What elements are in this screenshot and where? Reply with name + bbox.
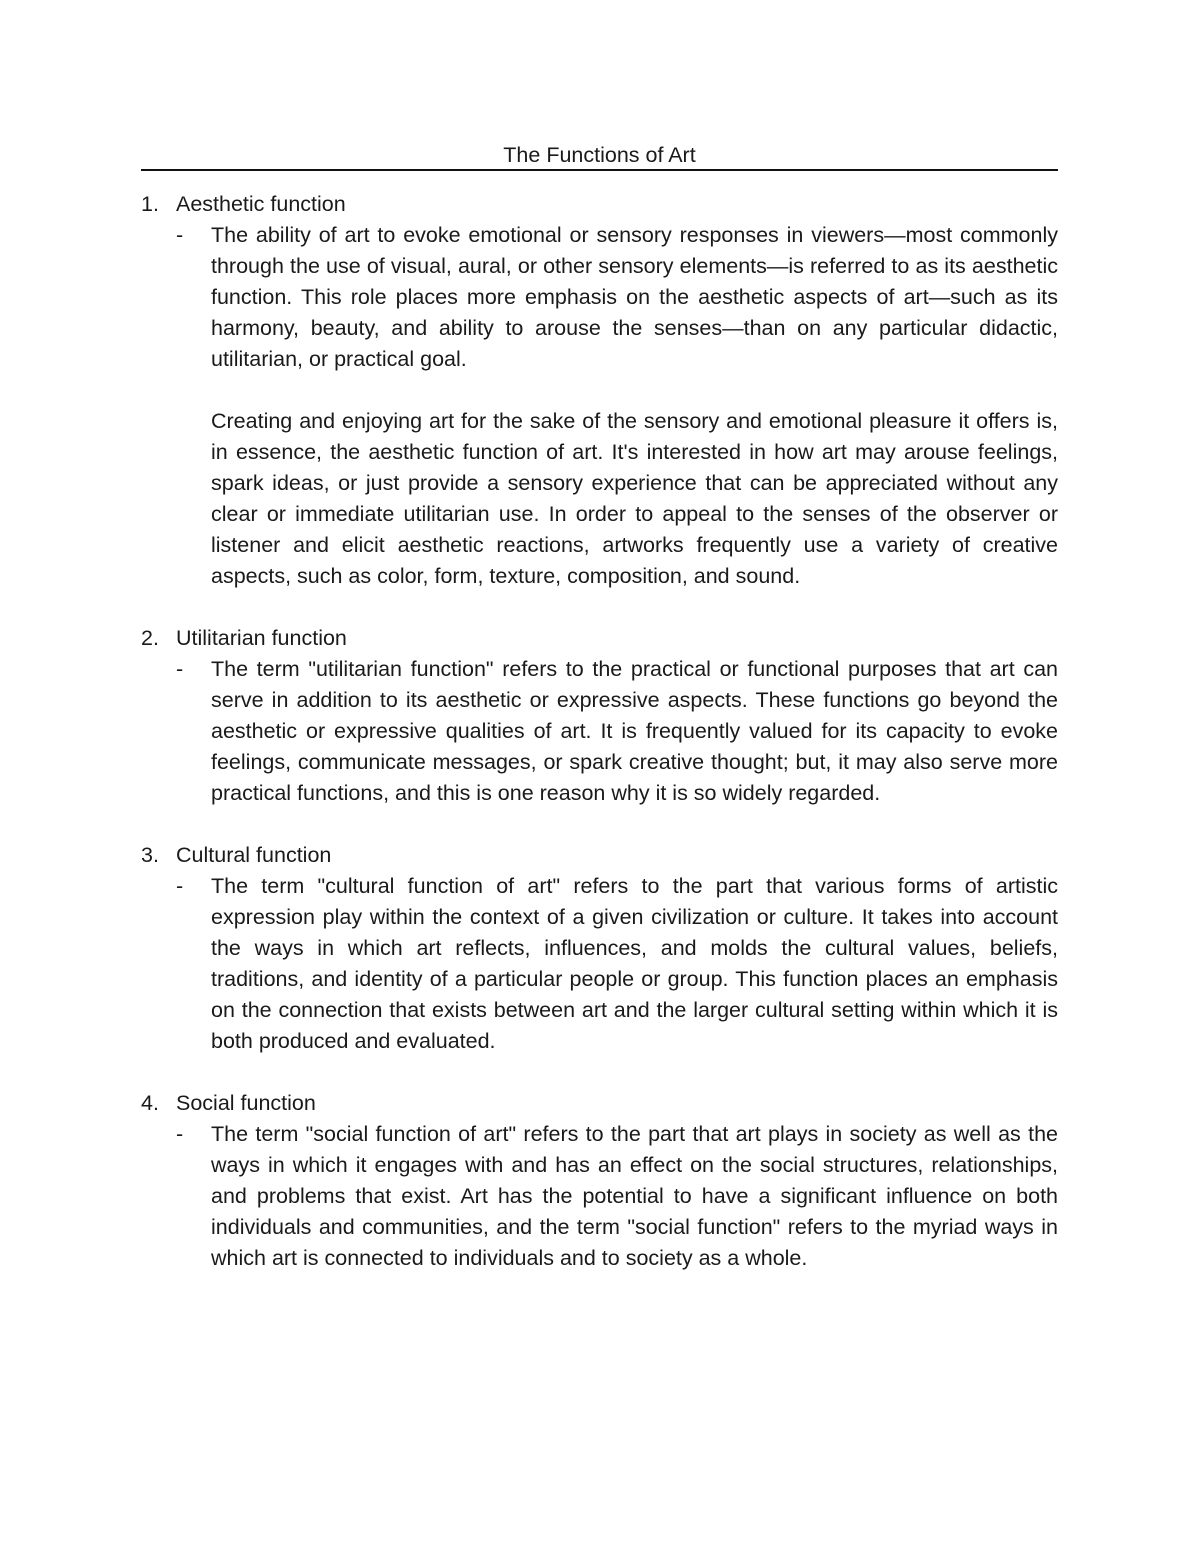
bullet-item (141, 654, 1058, 809)
section-aesthetic-function (141, 189, 1058, 592)
section-number: 4. (141, 1091, 159, 1115)
dash-bullet: - (176, 657, 184, 681)
section-social-function (141, 1088, 1058, 1274)
bullet-text (211, 654, 1058, 809)
section-utilitarian-function (141, 623, 1058, 809)
section-heading (141, 623, 1058, 654)
bullet-item (141, 220, 1058, 592)
title-underline (141, 169, 1058, 171)
section-cultural-function (141, 840, 1058, 1057)
section-heading (141, 840, 1058, 871)
section-number: 3. (141, 843, 159, 867)
dash-bullet: - (176, 223, 184, 247)
paragraph: The term "utilitarian function" refers to the practical or functional purposes that art can serve in addition to its aesthetic or expressive aspects. These functions go beyond the aesthetic or expressive qualities of art. It is frequently valued for its capacity to evoke feelings, communicate messages, or spark creative thought; but, it may also serve more practical functions, and this is one reason why it is so widely regarded. (211, 657, 1058, 805)
bullet-item (141, 1119, 1058, 1274)
section-number: 2. (141, 626, 159, 650)
document-body (141, 189, 1058, 1305)
paragraph: The term "social function of art" refers to the part that art plays in society as well as the ways in which it engages with and has an effect on the social structures, relationships, and problems that exist. Art has the potential to have a significant influence on both individuals and communities, and the term "social function" refers to the myriad ways in which art is connected to individuals and to society as a whole. (211, 1122, 1058, 1270)
section-title: Utilitarian function (176, 626, 347, 650)
section-heading (141, 189, 1058, 220)
bullet-text (211, 220, 1058, 592)
paragraph: The term "cultural function of art" refers to the part that various forms of artistic expression play within the context of a given civilization or culture. It takes into account the ways in which art reflects, influences, and molds the cultural values, beliefs, traditions, and identity of a particular people or group. This function places an emphasis on the connection that exists between art and the larger cultural setting within which it is both produced and evaluated. (211, 874, 1058, 1053)
paragraph: Creating and enjoying art for the sake of the sensory and emotional pleasure it offers is, in essence, the aesthetic function of art. It's interested in how art may arouse feelings, spark ideas, or just provide a sensory experience that can be appreciated without any clear or immediate utilitarian use. In order to appeal to the senses of the observer or listener and elicit aesthetic reactions, artworks frequently use a variety of creative aspects, such as color, form, texture, composition, and sound. (211, 409, 1058, 588)
page-title: The Functions of Art (503, 143, 696, 167)
section-number: 1. (141, 192, 159, 216)
section-title: Social function (176, 1091, 316, 1115)
dash-bullet: - (176, 874, 184, 898)
section-title: Cultural function (176, 843, 332, 867)
dash-bullet: - (176, 1122, 184, 1146)
bullet-item (141, 871, 1058, 1057)
bullet-text (211, 871, 1058, 1057)
bullet-text (211, 1119, 1058, 1274)
paragraph: The ability of art to evoke emotional or sensory responses in viewers—most commonly through the use of visual, aural, or other sensory elements—is referred to as its aesthetic function. This role places more emphasis on the aesthetic aspects of art—such as its harmony, beauty, and ability to arouse the senses—than on any particular didactic, utilitarian, or practical goal. (211, 223, 1058, 371)
section-heading (141, 1088, 1058, 1119)
section-title: Aesthetic function (176, 192, 346, 216)
